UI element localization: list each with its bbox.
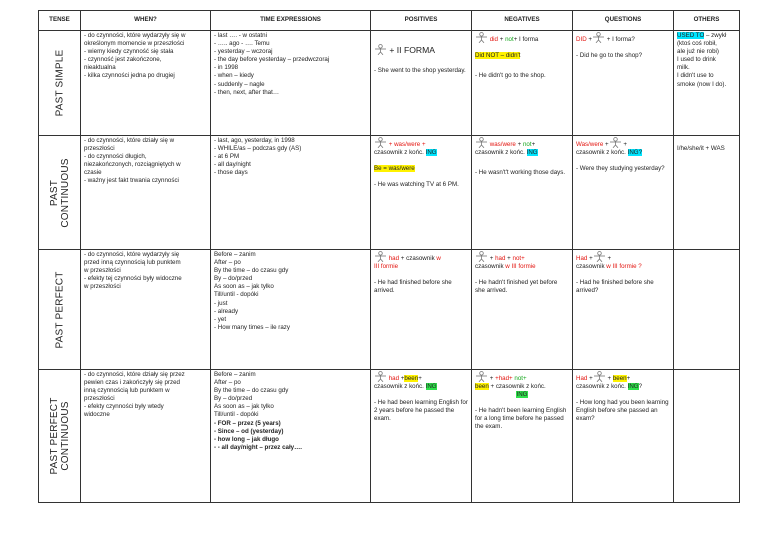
person-icon xyxy=(374,44,387,55)
used-to-highlight: USED TO xyxy=(677,32,705,39)
table-row xyxy=(39,31,740,136)
tense-label: PAST SIMPLE xyxy=(54,49,65,117)
person-icon xyxy=(475,137,488,148)
person-icon xyxy=(475,371,488,382)
positives-cell: + II FORMA - She went to the shop yesterday. xyxy=(371,31,472,136)
others-cell: USED TO – zwykł (ktoś coś robił, ale już nie robi) I used to drink milk. I didn't use to smoke (now I do). xyxy=(674,31,740,136)
tense-cell xyxy=(39,136,81,250)
negatives-cell: did + not+ I forma Did NOT – didn't - He didn't go to the shop. xyxy=(472,31,573,136)
grammar-table xyxy=(38,10,740,503)
time-expressions-cell: - last, ago, yesterday, in 1998 - WHILE/as – podczas gdy (AS) - at 6 PM - all day/night - those days xyxy=(211,136,371,250)
tense-label: PAST PERFECT xyxy=(54,270,65,349)
person-icon xyxy=(593,371,606,382)
person-icon xyxy=(593,251,606,262)
note-highlight: Did NOT – didn't xyxy=(475,52,521,60)
header-time-expressions: TIME EXPRESSIONS xyxy=(211,11,371,31)
note-highlight: Be = was/were xyxy=(374,165,415,173)
header-tense: TENSE xyxy=(39,11,81,31)
table-row xyxy=(39,250,740,370)
when-cell: - do czynności, które działy się w przeszłości - do czynności długich, niezakończonych, rozciągniętych w czasie - ważny jest fakt trwania czynności xyxy=(81,136,211,250)
questions-cell: DID + + I forma? - Did he go to the shop? xyxy=(573,31,674,136)
header-row xyxy=(39,11,740,31)
time-expressions-cell: Before – zanim After – po By the time – do czasu gdy By – do/przed As soon as – jak tylko Till/until - dopóki - just - already - yet - How many times – ile razy xyxy=(211,250,371,370)
person-icon xyxy=(374,371,387,382)
table-row xyxy=(39,370,740,503)
questions-cell: Had + + czasownik w III formie ? - Had he finished before she arrived? xyxy=(573,250,674,370)
person-icon xyxy=(475,251,488,262)
questions-cell: Had + + been+ czasownik z końc. ING? - How long had you been learning English before she passed an exam? xyxy=(573,370,674,503)
tense-label: PAST CONTINUOUS xyxy=(48,157,71,228)
tense-cell xyxy=(39,370,81,503)
header-questions: QUESTIONS xyxy=(573,11,674,31)
when-cell: - do czynności, które wydarzyły się w określonym momencie w przeszłości - wiemy kiedy czynność się stała - czynność jest zakończone, nieaktualna - kilka czynności jedna po drugiej xyxy=(81,31,211,136)
person-icon xyxy=(374,137,387,148)
person-icon xyxy=(475,32,488,43)
time-expressions-cell: Before – zanim After – po By the time – do czasu gdy By – do/przed As soon as – jak tylko Till/until - dopóki - FOR – przez (5 years) - Since – od (yesterday) - how long – jak długo - - all day/night – przez cały…. xyxy=(211,370,371,503)
header-when: WHEN? xyxy=(81,11,211,31)
table-row xyxy=(39,136,740,250)
questions-cell: Was/were + + czasownik z końc. ING? - Were they studying yesterday? xyxy=(573,136,674,250)
positives-cell: had + czasownik w III formie - He had finished before she arrived. xyxy=(371,250,472,370)
negatives-cell: + had + not+ czasownik w III formie - He hadn't finished yet before she arrived. xyxy=(472,250,573,370)
header-negatives: NEGATIVES xyxy=(472,11,573,31)
tense-label: PAST PERFECT CONTINUOUS xyxy=(48,397,71,475)
others-cell: I/he/she/it + WAS xyxy=(674,136,740,250)
tense-cell xyxy=(39,250,81,370)
negatives-cell: was/were + not+ czasownik z końc. ING - He wasn't't working those days. xyxy=(472,136,573,250)
tense-cell xyxy=(39,31,81,136)
person-icon xyxy=(374,251,387,262)
when-cell: - do czynności, które działy się przez pewien czas i zakończyły się przed inną czynnością lub punktem w przeszłości - efekty czynności były wtedy widoczne xyxy=(81,370,211,503)
others-cell xyxy=(674,370,740,503)
when-cell: - do czynności, które wydarzyły się przed inną czynnością lub punktem w przeszłości - efekty tej czynności były widoczne w przeszłości xyxy=(81,250,211,370)
header-positives: POSITIVES xyxy=(371,11,472,31)
positives-cell: had +been+ czasownik z końc. ING - He had been learning English for 2 years before he passed the exam. xyxy=(371,370,472,503)
person-icon xyxy=(592,32,605,43)
time-expressions-cell: - last …. - w ostatni - ….. ago - …. Temu - yesterday – wczoraj - the day before yesterday – przedwczoraj - in 1998 - when – kiedy - suddenly – nagle - then, next, after that… xyxy=(211,31,371,136)
others-cell xyxy=(674,250,740,370)
person-icon xyxy=(609,137,622,148)
header-others: OTHERS xyxy=(674,11,740,31)
negatives-cell: + +had+ not+ been + czasownik z końc. ING - He hadn't been learning English for a long time before he passed the exam. xyxy=(472,370,573,503)
positives-cell: + was/were + czasownik z końc. ING Be = was/were - He was watching TV at 6 PM. xyxy=(371,136,472,250)
